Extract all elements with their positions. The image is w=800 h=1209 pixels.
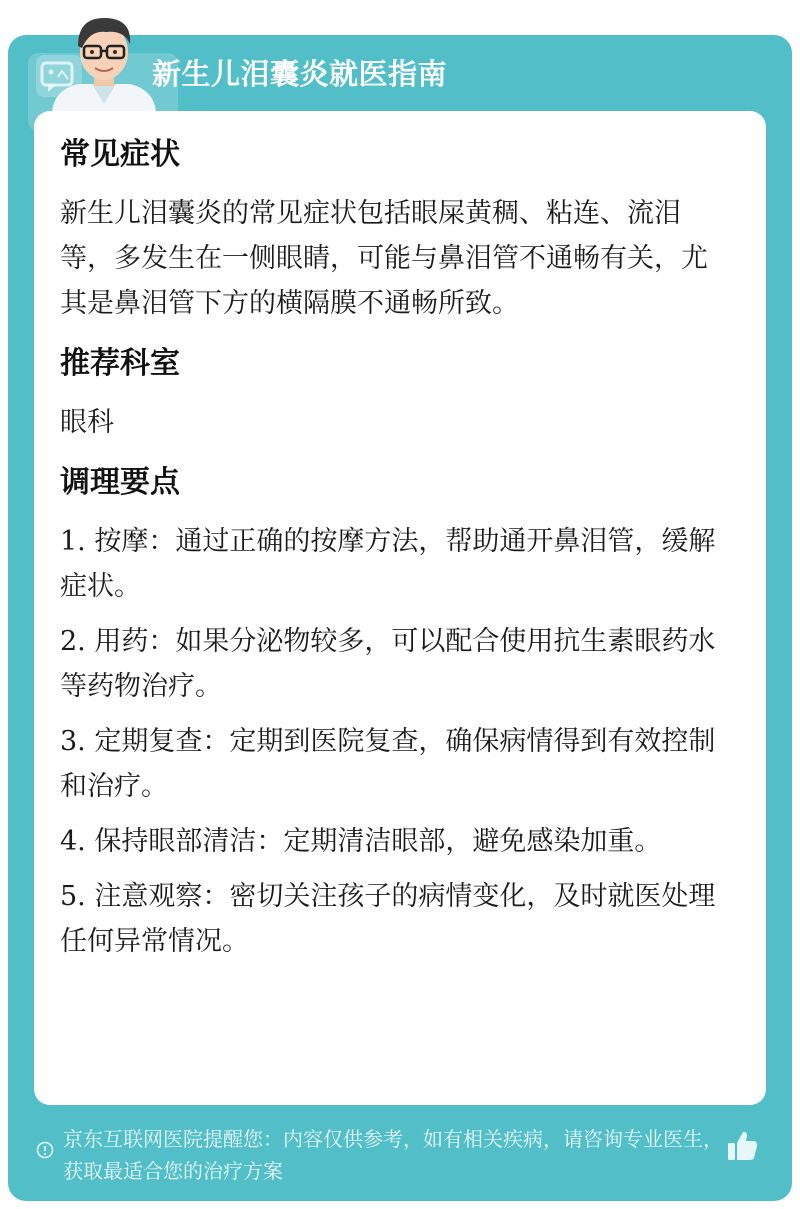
content-card bbox=[34, 111, 766, 1105]
list-item-number: 3. bbox=[60, 726, 86, 757]
symptoms-heading: 常见症状 bbox=[60, 137, 180, 172]
list-item-text: 注意观察：密切关注孩子的病情变化，及时就医处理任何异常情况。 bbox=[60, 881, 716, 957]
list-item bbox=[60, 719, 732, 809]
thumbs-up-icon[interactable] bbox=[724, 1128, 760, 1164]
content-body bbox=[60, 135, 732, 974]
list-item-text: 按摩：通过正确的按摩方法，帮助通开鼻泪管，缓解症状。 bbox=[60, 526, 716, 602]
doctor-avatar bbox=[44, 8, 164, 112]
list-item bbox=[60, 519, 732, 609]
page-title: 新生儿泪囊炎就医指南 bbox=[152, 57, 448, 91]
care-heading: 调理要点 bbox=[60, 465, 180, 500]
list-item bbox=[60, 619, 732, 709]
list-item-text: 用药：如果分泌物较多，可以配合使用抗生素眼药水等药物治疗。 bbox=[60, 626, 716, 702]
symptoms-text: 新生儿泪囊炎的常见症状包括眼屎黄稠、粘连、流泪等，多发生在一侧眼睛，可能与鼻泪管不通畅有关，尤其是鼻泪管下方的横隔膜不通畅所致。 bbox=[60, 198, 708, 319]
list-item bbox=[60, 874, 732, 964]
list-item-text: 定期复查：定期到医院复查，确保病情得到有效控制和治疗。 bbox=[60, 726, 716, 802]
disclaimer-text: 京东互联网医院提醒您：内容仅供参考，如有相关疾病，请咨询专业医生，获取最适合您的治疗方案 bbox=[63, 1127, 723, 1183]
list-item-number: 1. bbox=[60, 526, 86, 557]
info-icon bbox=[36, 1141, 54, 1159]
list-item bbox=[60, 819, 732, 864]
list-item-number: 5. bbox=[60, 881, 86, 912]
department-text: 眼科 bbox=[60, 407, 114, 438]
list-item-text: 保持眼部清洁：定期清洁眼部，避免感染加重。 bbox=[85, 826, 662, 857]
list-item-number: 2. bbox=[60, 626, 86, 657]
list-item-number: 4. bbox=[60, 826, 86, 857]
department-heading: 推荐科室 bbox=[60, 346, 180, 381]
